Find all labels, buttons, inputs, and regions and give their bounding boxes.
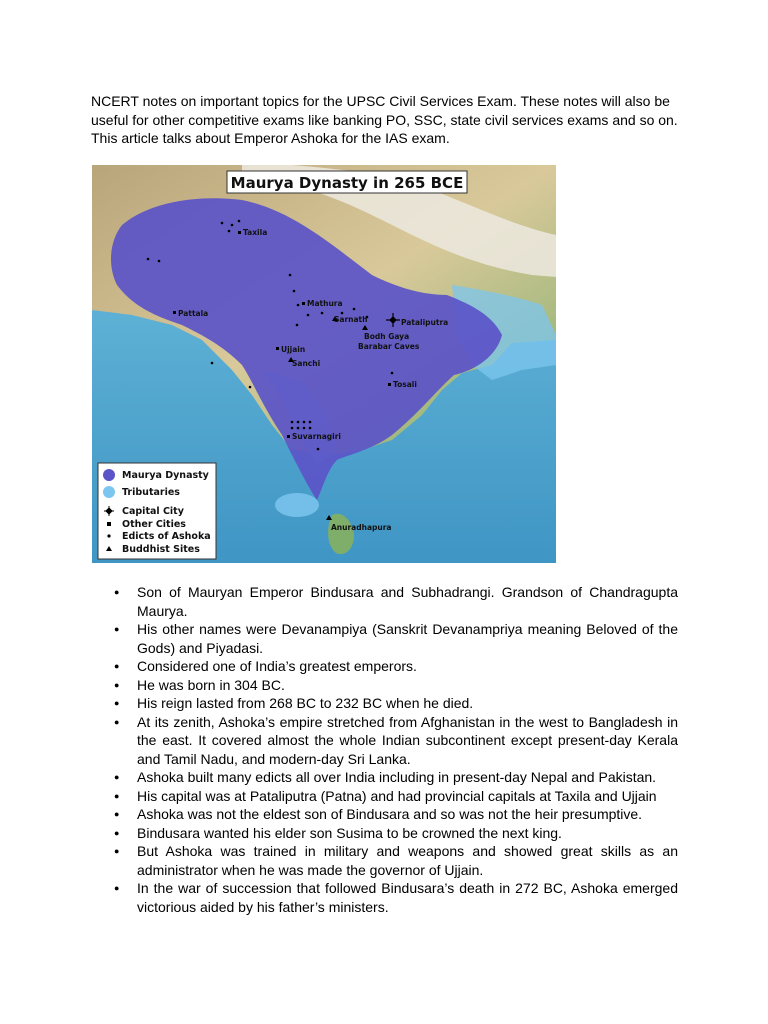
legend-swatch-empire [103,469,115,481]
label-sanchi: Sanchi [292,359,321,368]
list-item: ● Considered one of India’s greatest emperors. [114,657,678,676]
label-sarnath: Sarnath [334,315,368,324]
legend-edict-icon [107,534,110,537]
list-item: ● His capital was at Pataliputra (Patna) and had provincial capitals at Taxila and Ujjain [114,787,678,806]
legend-maurya-dynasty: Maurya Dynasty [122,470,209,481]
list-item: ● His other names were Devanampiya (Sanskrit Devanampriya meaning Beloved of the Gods) and Piyadasi. [114,620,678,657]
maurya-map [92,165,556,563]
label-tosali: Tosali [393,380,417,389]
label-suvarnagiri: Suvarnagiri [292,432,341,441]
legend-city-icon [107,522,111,526]
list-item: ● In the war of succession that followed Bindusara’s death in 272 BC, Ashoka emerged victorious aided by his father’s ministers. [114,879,678,916]
tributaries-south-tip [275,493,319,517]
map-legend [98,463,216,559]
legend-swatch-tributaries [103,486,115,498]
map-title: Maurya Dynasty in 265 BCE [230,174,464,192]
label-pataliputra: Pataliputra [401,318,449,327]
facts-list [114,583,678,916]
label-anuradhapura: Anuradhapura [331,523,392,532]
list-item: ● Bindusara wanted his elder son Susima to be crowned the next king. [114,824,678,843]
label-ujjain: Ujjain [281,345,306,354]
legend-tributaries: Tributaries [122,487,180,498]
legend-buddhist-sites: Buddhist Sites [122,544,200,555]
label-barabar-caves: Barabar Caves [358,342,420,351]
legend-other-cities: Other Cities [122,519,186,530]
list-item: ● At its zenith, Ashoka’s empire stretched from Afghanistan in the west to Bangladesh in the east. It covered almost the whole Indian subcontinent except present-day Kerala and Tamil Nadu, and modern-day Sri Lanka. [114,713,678,769]
label-taxila: Taxila [243,228,268,237]
list-item: ● But Ashoka was trained in military and weapons and showed great skills as an administrator when he was made the governor of Ujjain. [114,842,678,879]
marker-ujjain [276,347,279,350]
marker-pattala [173,311,176,314]
label-bodh-gaya: Bodh Gaya [364,332,410,341]
intro-paragraph: NCERT notes on important topics for the UPSC Civil Services Exam. These notes will also be useful for other competitive exams like banking PO, SSC, state civil services exams and so on. This article talks about Emperor Ashoka for the IAS exam. [91,93,678,146]
list-item: ● Son of Mauryan Emperor Bindusara and Subhadrangi. Grandson of Chandragupta Maurya. [114,583,678,620]
label-pattala: Pattala [178,309,209,318]
legend-capital-city: Capital City [122,506,184,517]
marker-suvarnagiri [287,435,290,438]
map-graphic [92,165,556,563]
marker-taxila [238,231,241,234]
list-item: ● He was born in 304 BC. [114,676,678,695]
label-mathura: Mathura [307,299,343,308]
marker-tosali [388,383,391,386]
list-item: ● Ashoka built many edicts all over India including in present-day Nepal and Pakistan. [114,768,678,787]
list-item: ● Ashoka was not the eldest son of Bindusara and so was not the heir presumptive. [114,805,678,824]
list-item: ● His reign lasted from 268 BC to 232 BC when he died. [114,694,678,713]
legend-edicts: Edicts of Ashoka [122,531,211,542]
marker-mathura [302,302,305,305]
